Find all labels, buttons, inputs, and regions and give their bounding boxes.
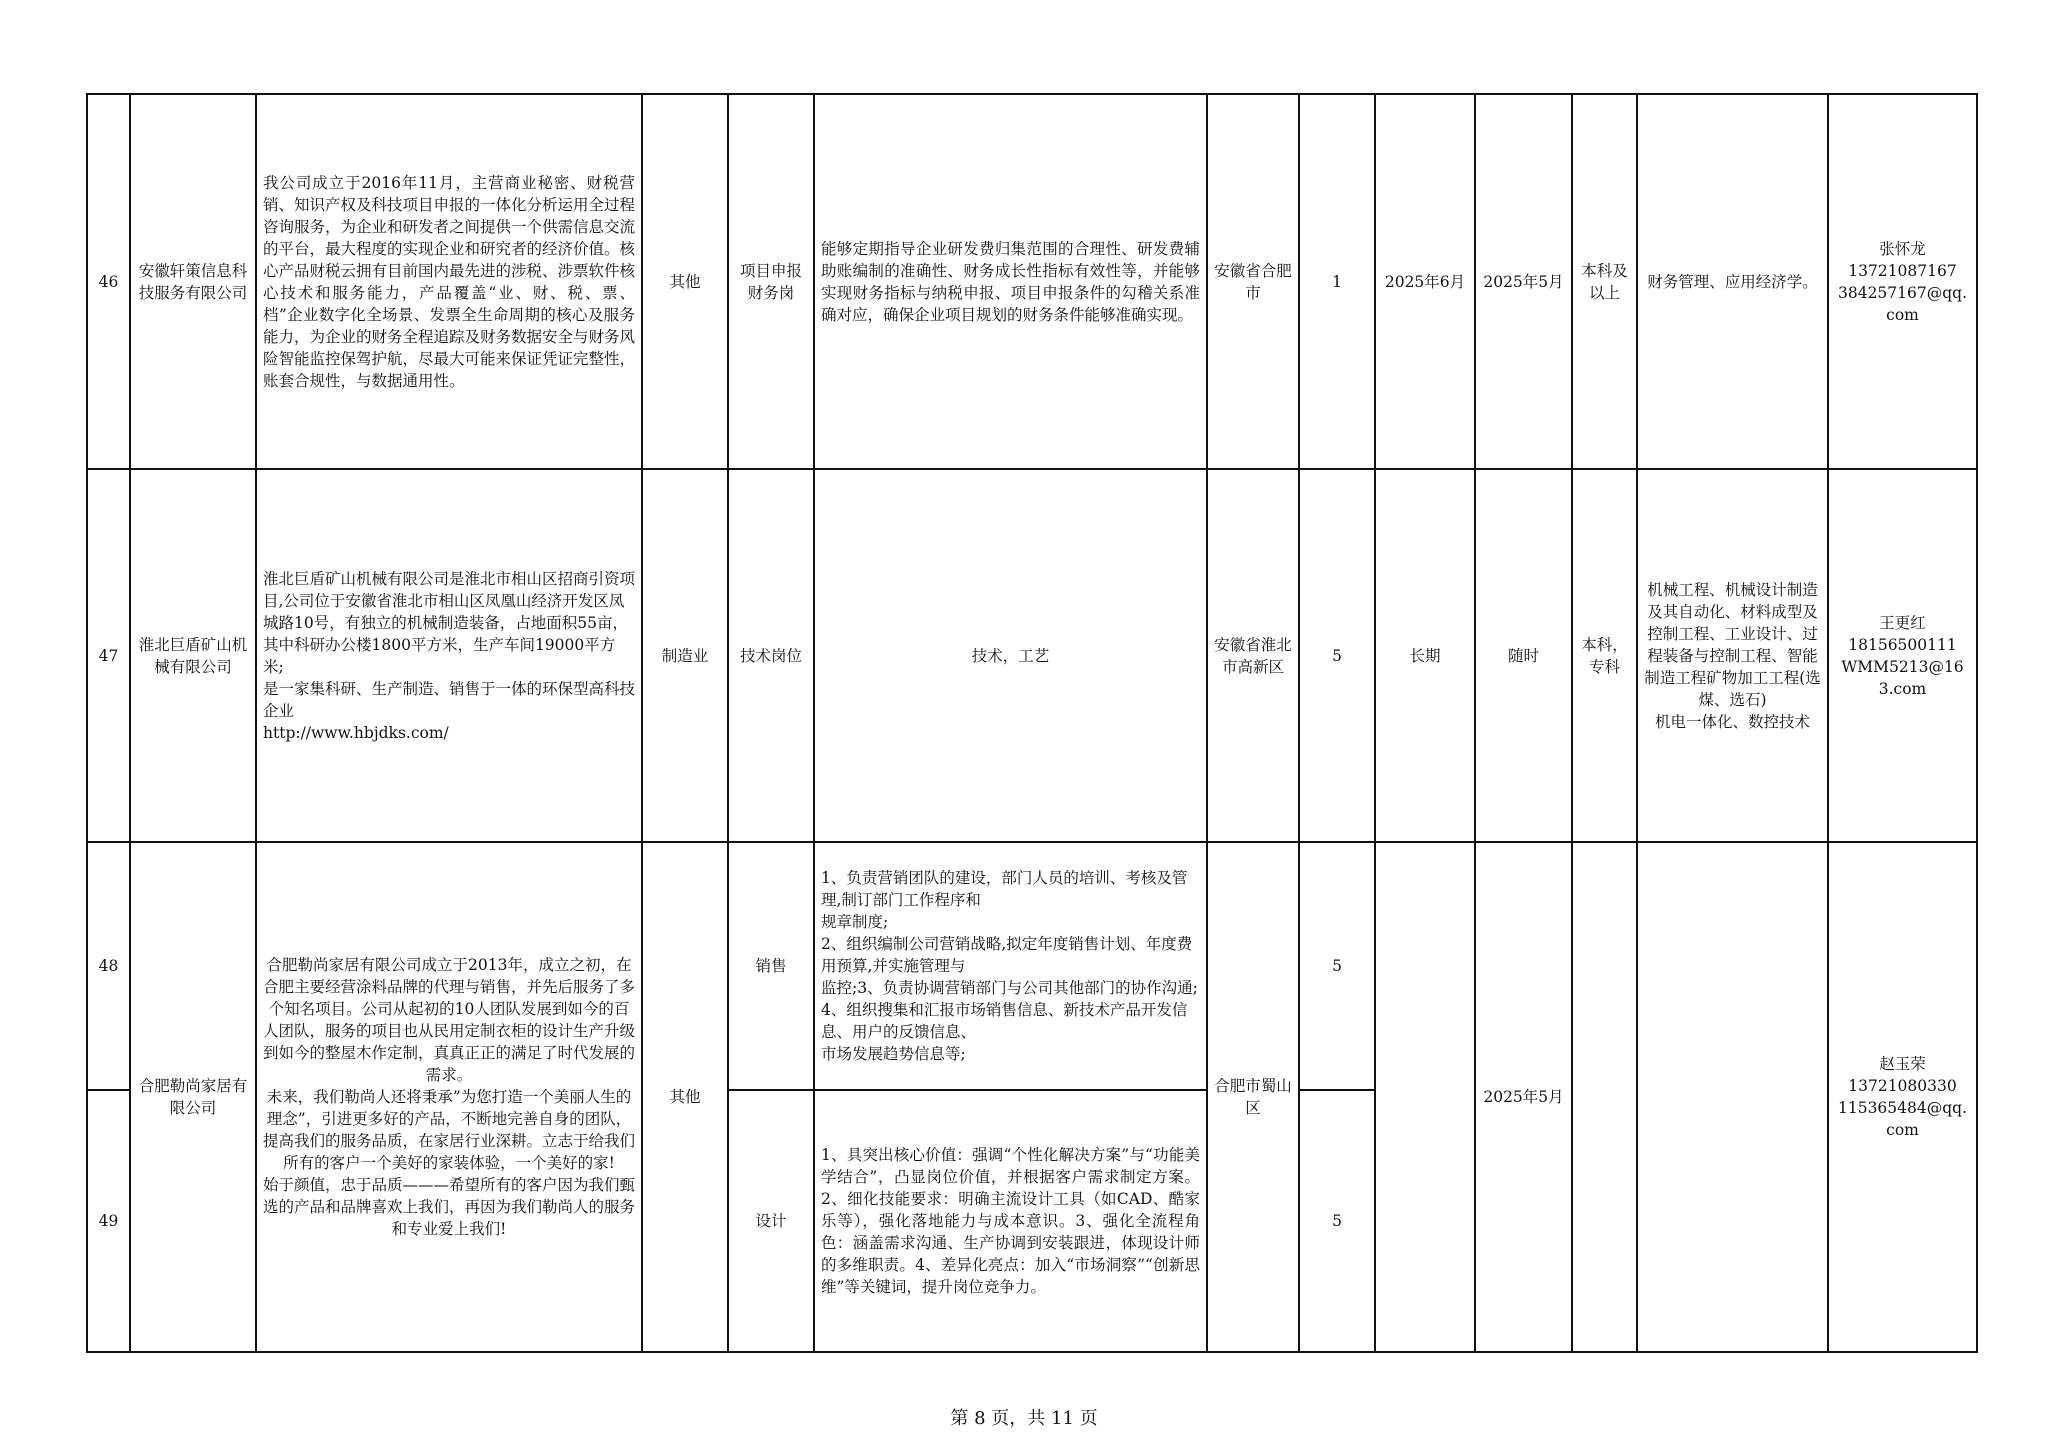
major bbox=[1637, 842, 1828, 1352]
start-date: 2025年6月 bbox=[1375, 94, 1475, 469]
job-table bbox=[86, 93, 1978, 1353]
industry: 其他 bbox=[642, 842, 728, 1352]
contact bbox=[1828, 842, 1977, 1352]
work-location: 安徽省淮北市高新区 bbox=[1207, 469, 1299, 842]
job-requirements: 1、具突出核心价值：强调“个性化解决方案”与“功能美学结合”，凸显岗位价值，并根据客户需求制定方案。2、细化技能要求：明确主流设计工具（如CAD、酷家乐等），强化落地能力与成本意识。3、强化全流程角色：涵盖需求沟通、生产协调到安装跟进，体现设计师的多维职责。4、差异化亮点：加入“市场洞察”“创新思维”等关键词，提升岗位竞争力。 bbox=[814, 1090, 1207, 1352]
hiring-count: 5 bbox=[1299, 469, 1375, 842]
company-name: 合肥勒尚家居有限公司 bbox=[130, 842, 256, 1352]
contact bbox=[1828, 94, 1977, 469]
education bbox=[1572, 842, 1637, 1352]
company-intro: 我公司成立于2016年11月，主营商业秘密、财税营销、知识产权及科技项目申报的一体化分析运用全过程咨询服务，为企业和研发者之间提供一个供需信息交流的平台，最大程度的实现企业和研究者的经济价值。核心产品财税云拥有目前国内最先进的涉税、涉票软件核心技术和服务能力，产品覆盖“业、财、税、票、档”企业数字化全场景、发票全生命周期的核心及服务能力，为企业的财务全程追踪及财务数据安全与财务风险智能监控保驾护航，尽最大可能来保证凭证完整性，账套合规性，与数据通用性。 bbox=[256, 94, 642, 469]
industry: 其他 bbox=[642, 94, 728, 469]
row-number: 46 bbox=[87, 94, 130, 469]
hiring-count: 1 bbox=[1299, 94, 1375, 469]
table-row bbox=[87, 842, 1977, 1090]
education: 本科及以上 bbox=[1572, 94, 1637, 469]
position: 销售 bbox=[728, 842, 814, 1090]
company-name: 淮北巨盾矿山机械有限公司 bbox=[130, 469, 256, 842]
position: 设计 bbox=[728, 1090, 814, 1352]
contact-name: 王更红 bbox=[1879, 613, 1926, 632]
work-location: 合肥市蜀山区 bbox=[1207, 842, 1299, 1352]
major: 机械工程、机械设计制造及其自动化、材料成型及控制工程、工业设计、过程装备与控制工程、智能制造工程矿物加工工程(选煤、选石) 机电一体化、数控技术 bbox=[1637, 469, 1828, 842]
row-number: 48 bbox=[87, 842, 130, 1090]
position: 技术岗位 bbox=[728, 469, 814, 842]
hiring-count: 5 bbox=[1299, 842, 1375, 1090]
contact-name: 张怀龙 bbox=[1879, 239, 1926, 258]
row-number: 47 bbox=[87, 469, 130, 842]
end-date: 2025年5月 bbox=[1475, 842, 1572, 1352]
job-requirements: 能够定期指导企业研发费归集范围的合理性、研发费辅助账编制的准确性、财务成长性指标有效性等，并能够实现财务指标与纳税申报、项目申报条件的勾稽关系准确对应，确保企业项目规划的财务条件能够准确实现。 bbox=[814, 94, 1207, 469]
contact-email: 115365484@qq.com bbox=[1837, 1099, 1968, 1139]
major: 财务管理、应用经济学。 bbox=[1637, 94, 1828, 469]
row-number: 49 bbox=[87, 1090, 130, 1352]
industry: 制造业 bbox=[642, 469, 728, 842]
contact bbox=[1828, 469, 1977, 842]
contact-phone: 13721080330 bbox=[1848, 1077, 1957, 1095]
education: 本科，专科 bbox=[1572, 469, 1637, 842]
company-name: 安徽轩策信息科技服务有限公司 bbox=[130, 94, 256, 469]
contact-name: 赵玉荣 bbox=[1879, 1055, 1926, 1073]
end-date: 随时 bbox=[1475, 469, 1572, 842]
end-date: 2025年5月 bbox=[1475, 94, 1572, 469]
start-date bbox=[1375, 842, 1475, 1352]
job-requirements: 1、负责营销团队的建设，部门人员的培训、考核及管理,制订部门工作程序和 规章制度; 2、组织编制公司营销战略,拟定年度销售计划、年度费用预算,并实施管理与 监控;3、负责协调营销部门与公司其他部门的协作沟通; 4、组织搜集和汇报市场销售信息、新技术产品开发信息、用户的反馈信息、 市场发展趋势信息等; bbox=[814, 842, 1207, 1090]
contact-email: 384257167@qq.com bbox=[1837, 283, 1968, 324]
contact-phone: 13721087167 bbox=[1848, 261, 1957, 280]
hiring-count: 5 bbox=[1299, 1090, 1375, 1352]
contact-phone: 18156500111 bbox=[1848, 635, 1957, 654]
table-row bbox=[87, 94, 1977, 469]
contact-email: WMM5213@163.com bbox=[1841, 657, 1964, 698]
work-location: 安徽省合肥市 bbox=[1207, 94, 1299, 469]
position: 项目申报财务岗 bbox=[728, 94, 814, 469]
start-date: 长期 bbox=[1375, 469, 1475, 842]
job-requirements: 技术，工艺 bbox=[814, 469, 1207, 842]
page-footer: 第 8 页，共 11 页 bbox=[950, 1408, 1098, 1429]
table-row bbox=[87, 469, 1977, 842]
company-intro: 淮北巨盾矿山机械有限公司是淮北市相山区招商引资项目,公司位于安徽省淮北市相山区凤凰山经济开发区凤城路10号，有独立的机械制造装备，占地面积55亩，其中科研办公楼1800平方米，生产车间19000平方米; 是一家集科研、生产制造、销售于一体的环保型高科技企业 http://www.hbjdks.com/ bbox=[256, 469, 642, 842]
company-intro: 合肥勒尚家居有限公司成立于2013年，成立之初，在合肥主要经营涂料品牌的代理与销售，并先后服务了多个知名项目。公司从起初的10人团队发展到如今的百人团队，服务的项目也从民用定制衣柜的设计生产升级到如今的整屋木作定制，真真正正的满足了时代发展的需求。 未来，我们勒尚人还将秉承”为您打造一个美丽人生的理念”，引进更多好的产品，不断地完善自身的团队，提高我们的服务品质，在家居行业深耕。立志于给我们所有的客户一个美好的家装体验，一个美好的家! 始于颜值，忠于品质———希望所有的客户因为我们甄选的产品和品牌喜欢上我们，再因为我们勒尚人的服务和专业爱上我们! bbox=[256, 842, 642, 1352]
